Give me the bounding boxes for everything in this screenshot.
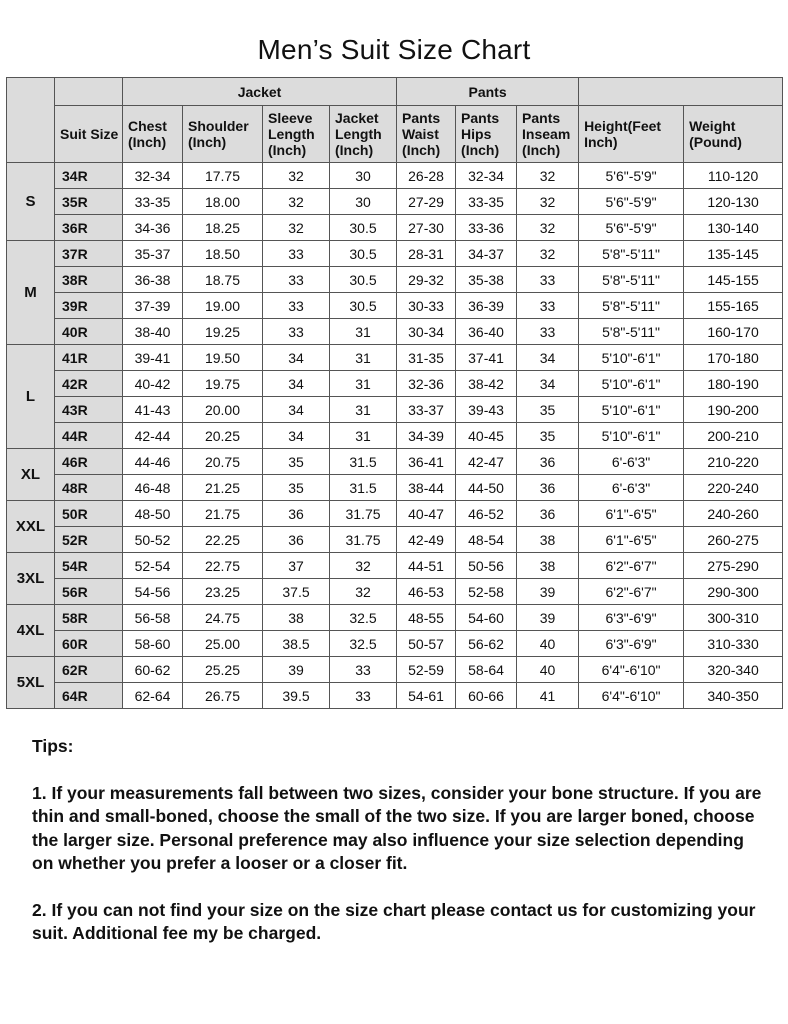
size-group-label: 4XL [7,605,55,657]
table-cell: 60-62 [123,657,183,683]
table-cell: 5'10"-6'1" [579,371,684,397]
table-cell: 33-35 [456,189,517,215]
table-row [7,501,783,527]
table-cell: 5'6"-5'9" [579,163,684,189]
table-cell: 32 [517,163,579,189]
table-cell: 35 [263,449,330,475]
table-cell: 26-28 [397,163,456,189]
table-cell: 54-60 [456,605,517,631]
table-cell: 50-57 [397,631,456,657]
table-cell: 25.00 [183,631,263,657]
table-row [7,163,783,189]
table-cell: 20.25 [183,423,263,449]
tip-1: 1. If your measurements fall between two sizes, consider your bone structure. If you are thin and small-boned, choose the small of the two size. If you are larger boned, choose the larger size. Personal preference may also influence your size selection depending on whether you prefer a looser or a closer fit. [32,782,762,873]
table-cell: 34 [517,371,579,397]
table-cell: 36 [517,475,579,501]
page-title: Men’s Suit Size Chart [257,34,531,65]
table-cell: 32.5 [330,631,397,657]
column-header-suit-size: Suit Size [55,106,123,163]
table-cell: 34-36 [123,215,183,241]
table-cell: 40-47 [397,501,456,527]
table-cell: 58-60 [123,631,183,657]
table-cell: 44-46 [123,449,183,475]
table-cell: 34-37 [456,241,517,267]
table-cell: 56-58 [123,605,183,631]
table-cell: 46-48 [123,475,183,501]
suit-size-cell: 39R [55,293,123,319]
suit-size-cell: 60R [55,631,123,657]
table-cell: 33-35 [123,189,183,215]
table-cell: 18.75 [183,267,263,293]
table-cell: 220-240 [684,475,783,501]
table-cell: 36-39 [456,293,517,319]
table-cell: 38.5 [263,631,330,657]
table-cell: 32-34 [456,163,517,189]
table-row [7,189,783,215]
suit-size-cell: 54R [55,553,123,579]
table-cell: 30 [330,163,397,189]
table-cell: 42-44 [123,423,183,449]
table-row [7,267,783,293]
table-cell: 120-130 [684,189,783,215]
table-cell: 50-56 [456,553,517,579]
table-cell: 39-43 [456,397,517,423]
column-header-sleeve-length: Sleeve Length (Inch) [263,106,330,163]
table-cell: 28-31 [397,241,456,267]
table-cell: 36 [263,501,330,527]
table-cell: 6'3"-6'9" [579,631,684,657]
table-cell: 210-220 [684,449,783,475]
table-cell: 39.5 [263,683,330,709]
table-cell: 19.00 [183,293,263,319]
column-header-pants-inseam: Pants Inseam (Inch) [517,106,579,163]
table-cell: 34-39 [397,423,456,449]
table-cell: 32-34 [123,163,183,189]
size-group-label: XL [7,449,55,501]
table-cell: 25.25 [183,657,263,683]
table-cell: 32 [330,553,397,579]
table-row [7,345,783,371]
table-cell: 44-50 [456,475,517,501]
table-row [7,293,783,319]
table-cell: 33 [330,683,397,709]
pants-group-header: Pants [397,78,579,106]
table-cell: 31.75 [330,527,397,553]
table-cell: 48-55 [397,605,456,631]
tips-heading: Tips: [32,736,74,756]
table-cell: 37.5 [263,579,330,605]
table-cell: 38 [263,605,330,631]
table-cell: 18.00 [183,189,263,215]
table-cell: 37-39 [123,293,183,319]
table-cell: 320-340 [684,657,783,683]
table-cell: 30-33 [397,293,456,319]
table-cell: 30.5 [330,241,397,267]
table-cell: 54-61 [397,683,456,709]
table-cell: 30.5 [330,215,397,241]
table-cell: 38-44 [397,475,456,501]
suit-size-cell: 58R [55,605,123,631]
suit-size-cell: 34R [55,163,123,189]
table-cell: 19.75 [183,371,263,397]
table-cell: 54-56 [123,579,183,605]
table-cell: 6'2"-6'7" [579,579,684,605]
table-cell: 145-155 [684,267,783,293]
table-cell: 33-37 [397,397,456,423]
table-row [7,449,783,475]
table-cell: 33 [263,319,330,345]
table-cell: 31.75 [330,501,397,527]
size-chart-body [7,163,783,709]
column-header-weight: Weight (Pound) [684,106,783,163]
table-cell: 42-49 [397,527,456,553]
table-cell: 32 [263,215,330,241]
table-cell: 35 [517,397,579,423]
table-cell: 32-36 [397,371,456,397]
table-cell: 46-53 [397,579,456,605]
table-cell: 32 [517,189,579,215]
table-cell: 22.25 [183,527,263,553]
table-cell: 32 [517,241,579,267]
table-cell: 39 [263,657,330,683]
table-cell: 40-42 [123,371,183,397]
table-cell: 20.75 [183,449,263,475]
table-cell: 32 [263,163,330,189]
table-cell: 32 [263,189,330,215]
table-cell: 5'8"-5'11" [579,319,684,345]
table-row [7,423,783,449]
table-cell: 6'3"-6'9" [579,605,684,631]
table-cell: 50-52 [123,527,183,553]
table-cell: 32 [330,579,397,605]
table-cell: 34 [263,345,330,371]
suit-size-cell: 52R [55,527,123,553]
table-cell: 6'2"-6'7" [579,553,684,579]
table-cell: 6'1"-6'5" [579,527,684,553]
table-cell: 38-42 [456,371,517,397]
table-cell: 34 [263,423,330,449]
suit-size-cell: 62R [55,657,123,683]
table-cell: 41-43 [123,397,183,423]
table-row [7,657,783,683]
table-row [7,397,783,423]
table-cell: 41 [517,683,579,709]
table-cell: 36 [517,501,579,527]
jacket-group-header: Jacket [123,78,397,106]
table-cell: 33 [263,293,330,319]
size-group-label: L [7,345,55,449]
table-cell: 35 [517,423,579,449]
table-row [7,475,783,501]
corner-cell [7,78,55,163]
table-cell: 20.00 [183,397,263,423]
suit-size-cell: 64R [55,683,123,709]
suit-size-cell: 37R [55,241,123,267]
table-row [7,683,783,709]
suit-size-cell: 56R [55,579,123,605]
suit-size-cell: 40R [55,319,123,345]
table-cell: 5'10"-6'1" [579,423,684,449]
table-cell: 30.5 [330,293,397,319]
table-cell: 36-38 [123,267,183,293]
size-group-label: S [7,163,55,241]
table-cell: 135-145 [684,241,783,267]
table-cell: 35-37 [123,241,183,267]
table-cell: 110-120 [684,163,783,189]
table-cell: 18.50 [183,241,263,267]
table-cell: 62-64 [123,683,183,709]
table-cell: 39 [517,605,579,631]
table-cell: 31.5 [330,475,397,501]
table-cell: 33 [517,319,579,345]
table-row [7,319,783,345]
table-cell: 6'4"-6'10" [579,657,684,683]
suit-size-cell: 41R [55,345,123,371]
suit-size-cell: 44R [55,423,123,449]
size-group-label: M [7,241,55,345]
table-cell: 34 [263,371,330,397]
suit-size-cell: 43R [55,397,123,423]
suit-size-cell: 38R [55,267,123,293]
table-cell: 46-52 [456,501,517,527]
column-header-pants-waist: Pants Waist (Inch) [397,106,456,163]
table-cell: 38-40 [123,319,183,345]
table-cell: 30-34 [397,319,456,345]
table-cell: 31 [330,423,397,449]
table-cell: 5'8"-5'11" [579,293,684,319]
table-cell: 40 [517,657,579,683]
table-cell: 56-62 [456,631,517,657]
table-cell: 310-330 [684,631,783,657]
table-cell: 34 [517,345,579,371]
table-cell: 5'8"-5'11" [579,241,684,267]
table-cell: 300-310 [684,605,783,631]
table-cell: 39 [517,579,579,605]
table-row [7,371,783,397]
table-cell: 33-36 [456,215,517,241]
table-cell: 31 [330,371,397,397]
table-cell: 33 [330,657,397,683]
table-cell: 33 [517,267,579,293]
table-cell: 52-54 [123,553,183,579]
table-cell: 37-41 [456,345,517,371]
table-cell: 33 [517,293,579,319]
suit-size-cell: 35R [55,189,123,215]
table-cell: 39-41 [123,345,183,371]
suit-size-cell: 46R [55,449,123,475]
table-cell: 52-59 [397,657,456,683]
table-cell: 31.5 [330,449,397,475]
table-cell: 35 [263,475,330,501]
table-row [7,631,783,657]
table-cell: 6'-6'3" [579,449,684,475]
table-cell: 19.50 [183,345,263,371]
tip-2: 2. If you can not find your size on the size chart please contact us for customizing your suit. Additional fee my be charged. [32,899,756,943]
column-header-jacket-length: Jacket Length (Inch) [330,106,397,163]
suit-size-cell: 36R [55,215,123,241]
table-row [7,527,783,553]
table-cell: 130-140 [684,215,783,241]
table-cell: 6'1"-6'5" [579,501,684,527]
table-cell: 6'4"-6'10" [579,683,684,709]
table-cell: 48-54 [456,527,517,553]
table-cell: 48-50 [123,501,183,527]
table-row [7,215,783,241]
table-cell: 5'6"-5'9" [579,189,684,215]
blank-group-cell [579,78,783,106]
table-cell: 6'-6'3" [579,475,684,501]
table-cell: 31-35 [397,345,456,371]
table-cell: 190-200 [684,397,783,423]
size-group-label: 3XL [7,553,55,605]
table-cell: 36-40 [456,319,517,345]
tips-section [32,735,762,946]
table-cell: 30.5 [330,267,397,293]
suit-size-cell: 50R [55,501,123,527]
table-cell: 31 [330,319,397,345]
table-cell: 275-290 [684,553,783,579]
table-cell: 31 [330,345,397,371]
table-row [7,553,783,579]
table-cell: 33 [263,241,330,267]
table-cell: 60-66 [456,683,517,709]
suit-size-cell: 48R [55,475,123,501]
table-cell: 32.5 [330,605,397,631]
table-cell: 52-58 [456,579,517,605]
table-cell: 18.25 [183,215,263,241]
table-cell: 155-165 [684,293,783,319]
table-cell: 5'8"-5'11" [579,267,684,293]
table-cell: 37 [263,553,330,579]
table-cell: 240-260 [684,501,783,527]
column-header-chest: Chest (Inch) [123,106,183,163]
table-cell: 200-210 [684,423,783,449]
column-header-shoulder: Shoulder (Inch) [183,106,263,163]
table-cell: 5'10"-6'1" [579,397,684,423]
suit-size-cell: 42R [55,371,123,397]
table-cell: 44-51 [397,553,456,579]
table-cell: 24.75 [183,605,263,631]
table-cell: 21.25 [183,475,263,501]
table-cell: 26.75 [183,683,263,709]
table-cell: 5'10"-6'1" [579,345,684,371]
table-cell: 42-47 [456,449,517,475]
table-cell: 21.75 [183,501,263,527]
table-cell: 38 [517,553,579,579]
table-row [7,579,783,605]
table-cell: 23.25 [183,579,263,605]
table-cell: 27-30 [397,215,456,241]
table-cell: 33 [263,267,330,293]
table-row [7,605,783,631]
table-cell: 40-45 [456,423,517,449]
table-cell: 30 [330,189,397,215]
table-cell: 36 [263,527,330,553]
column-header-height: Height(Feet Inch) [579,106,684,163]
size-chart-table [6,77,783,709]
table-cell: 17.75 [183,163,263,189]
blank-group-cell [55,78,123,106]
table-cell: 180-190 [684,371,783,397]
size-group-label: XXL [7,501,55,553]
table-cell: 290-300 [684,579,783,605]
table-cell: 5'6"-5'9" [579,215,684,241]
table-cell: 170-180 [684,345,783,371]
table-cell: 36 [517,449,579,475]
table-cell: 19.25 [183,319,263,345]
column-header-pants-hips: Pants Hips (Inch) [456,106,517,163]
table-cell: 58-64 [456,657,517,683]
table-cell: 160-170 [684,319,783,345]
table-row [7,241,783,267]
table-cell: 36-41 [397,449,456,475]
table-cell: 27-29 [397,189,456,215]
table-cell: 40 [517,631,579,657]
size-group-label: 5XL [7,657,55,709]
table-cell: 38 [517,527,579,553]
table-cell: 35-38 [456,267,517,293]
table-cell: 22.75 [183,553,263,579]
table-cell: 29-32 [397,267,456,293]
table-cell: 260-275 [684,527,783,553]
table-cell: 34 [263,397,330,423]
table-cell: 340-350 [684,683,783,709]
table-cell: 31 [330,397,397,423]
table-cell: 32 [517,215,579,241]
